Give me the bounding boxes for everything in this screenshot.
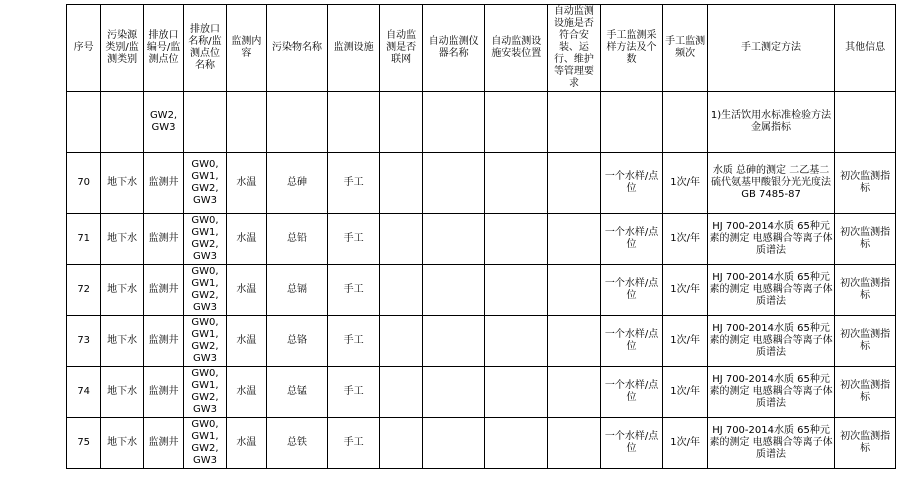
cell-auto-network[interactable] xyxy=(380,265,422,316)
cell-auto-network[interactable] xyxy=(380,214,422,265)
cell-sample-method[interactable]: 一个水样/点位 xyxy=(600,153,663,214)
cell-outlet-no[interactable]: GW2, GW3 xyxy=(143,92,183,153)
cell-frequency[interactable]: 1次/年 xyxy=(663,418,707,469)
cell-measure-method[interactable]: 水质 总砷的测定 二乙基二硫代氨基甲酸银分光光度法 GB 7485-87 xyxy=(707,153,834,214)
header-auto-device: 自动监测仪器名称 xyxy=(422,5,485,92)
cell-auto-requirement[interactable] xyxy=(548,316,601,367)
header-measure-method: 手工测定方法 xyxy=(707,5,834,92)
cell-auto-position[interactable] xyxy=(485,367,548,418)
cell-auto-device[interactable] xyxy=(422,316,485,367)
cell-auto-requirement[interactable] xyxy=(548,265,601,316)
header-frequency: 手工监测频次 xyxy=(663,5,707,92)
cell-pollutant[interactable]: 总铁 xyxy=(267,418,328,469)
cell-sample-method[interactable] xyxy=(600,92,663,153)
cell-source-type[interactable]: 地下水 xyxy=(101,418,143,469)
header-facility: 监测设施 xyxy=(327,5,380,92)
cell-outlet-name[interactable]: GW0, GW1, GW2, GW3 xyxy=(184,265,226,316)
cell-auto-device[interactable] xyxy=(422,418,485,469)
cell-pollutant[interactable]: 总镉 xyxy=(267,265,328,316)
cell-outlet-name[interactable]: GW0, GW1, GW2, GW3 xyxy=(184,316,226,367)
cell-content[interactable]: 水温 xyxy=(226,153,266,214)
cell-auto-network[interactable] xyxy=(380,367,422,418)
cell-pollutant[interactable]: 总锰 xyxy=(267,367,328,418)
cell-pollutant[interactable]: 总铬 xyxy=(267,316,328,367)
header-source-type: 污染源类别/监测类别 xyxy=(101,5,143,92)
cell-seq[interactable]: 72 xyxy=(67,265,101,316)
cell-other[interactable]: 初次监测指标 xyxy=(835,265,896,316)
cell-frequency[interactable]: 1次/年 xyxy=(663,153,707,214)
cell-auto-requirement[interactable] xyxy=(548,418,601,469)
cell-frequency[interactable]: 1次/年 xyxy=(663,316,707,367)
cell-outlet-name[interactable]: GW0, GW1, GW2, GW3 xyxy=(184,153,226,214)
cell-content[interactable]: 水温 xyxy=(226,316,266,367)
header-auto-requirement: 自动监测设施是否符合安装、运行、维护等管理要求 xyxy=(548,5,601,92)
cell-outlet-no[interactable]: 监测井 xyxy=(143,316,183,367)
cell-frequency[interactable]: 1次/年 xyxy=(663,265,707,316)
cell-frequency[interactable]: 1次/年 xyxy=(663,214,707,265)
cell-other[interactable]: 初次监测指标 xyxy=(835,316,896,367)
cell-seq[interactable]: 71 xyxy=(67,214,101,265)
cell-auto-network[interactable] xyxy=(380,92,422,153)
table-row xyxy=(67,418,896,469)
cell-pollutant[interactable]: 总砷 xyxy=(267,153,328,214)
cell-other[interactable]: 初次监测指标 xyxy=(835,153,896,214)
cell-auto-position[interactable] xyxy=(485,214,548,265)
cell-facility[interactable] xyxy=(327,92,380,153)
table-row xyxy=(67,367,896,418)
cell-seq[interactable]: 73 xyxy=(67,316,101,367)
cell-source-type[interactable]: 地下水 xyxy=(101,316,143,367)
cell-outlet-no[interactable]: 监测井 xyxy=(143,214,183,265)
cell-auto-requirement[interactable] xyxy=(548,214,601,265)
header-content: 监测内容 xyxy=(226,5,266,92)
cell-outlet-name[interactable]: GW0, GW1, GW2, GW3 xyxy=(184,418,226,469)
cell-facility[interactable]: 手工 xyxy=(327,418,380,469)
cell-outlet-no[interactable]: 监测井 xyxy=(143,418,183,469)
header-outlet-no: 排放口编号/监测点位 xyxy=(143,5,183,92)
cell-source-type[interactable]: 地下水 xyxy=(101,265,143,316)
cell-seq[interactable]: 75 xyxy=(67,418,101,469)
cell-other[interactable] xyxy=(835,92,896,153)
cell-measure-method[interactable]: 1)生活饮用水标准检验方法 金属指标 xyxy=(707,92,834,153)
cell-facility[interactable]: 手工 xyxy=(327,214,380,265)
cell-content[interactable]: 水温 xyxy=(226,418,266,469)
table-header-row xyxy=(67,5,896,92)
cell-measure-method[interactable]: HJ 700-2014水质 65种元素的测定 电感耦合等离子体质谱法 xyxy=(707,214,834,265)
cell-auto-device[interactable] xyxy=(422,214,485,265)
cell-content[interactable] xyxy=(226,92,266,153)
header-pollutant: 污染物名称 xyxy=(267,5,328,92)
table-row xyxy=(67,92,896,153)
cell-outlet-name[interactable] xyxy=(184,92,226,153)
cell-facility[interactable]: 手工 xyxy=(327,265,380,316)
cell-outlet-name[interactable]: GW0, GW1, GW2, GW3 xyxy=(184,367,226,418)
cell-auto-position[interactable] xyxy=(485,316,548,367)
cell-facility[interactable]: 手工 xyxy=(327,367,380,418)
cell-sample-method[interactable]: 一个水样/点位 xyxy=(600,316,663,367)
cell-outlet-no[interactable]: 监测井 xyxy=(143,153,183,214)
cell-frequency[interactable]: 1次/年 xyxy=(663,367,707,418)
header-sample-method: 手工监测采样方法及个数 xyxy=(600,5,663,92)
cell-measure-method[interactable]: HJ 700-2014水质 65种元素的测定 电感耦合等离子体质谱法 xyxy=(707,418,834,469)
cell-outlet-no[interactable]: 监测井 xyxy=(143,367,183,418)
cell-frequency[interactable] xyxy=(663,92,707,153)
table-row xyxy=(67,316,896,367)
cell-sample-method[interactable]: 一个水样/点位 xyxy=(600,367,663,418)
table-row xyxy=(67,153,896,214)
cell-outlet-name[interactable]: GW0, GW1, GW2, GW3 xyxy=(184,214,226,265)
cell-auto-network[interactable] xyxy=(380,316,422,367)
header-auto-position: 自动监测设施安装位置 xyxy=(485,5,548,92)
cell-source-type[interactable]: 地下水 xyxy=(101,367,143,418)
cell-content[interactable]: 水温 xyxy=(226,265,266,316)
cell-auto-requirement[interactable] xyxy=(548,367,601,418)
table-row xyxy=(67,214,896,265)
header-other: 其他信息 xyxy=(835,5,896,92)
cell-sample-method[interactable]: 一个水样/点位 xyxy=(600,214,663,265)
cell-auto-network[interactable] xyxy=(380,418,422,469)
cell-auto-device[interactable] xyxy=(422,367,485,418)
cell-source-type[interactable] xyxy=(101,92,143,153)
cell-source-type[interactable]: 地下水 xyxy=(101,153,143,214)
cell-auto-device[interactable] xyxy=(422,153,485,214)
cell-auto-position[interactable] xyxy=(485,153,548,214)
cell-source-type[interactable]: 地下水 xyxy=(101,214,143,265)
monitoring-table xyxy=(66,4,896,469)
cell-sample-method[interactable]: 一个水样/点位 xyxy=(600,265,663,316)
header-outlet-name: 排放口名称/监测点位名称 xyxy=(184,5,226,92)
cell-content[interactable]: 水温 xyxy=(226,367,266,418)
cell-auto-device[interactable] xyxy=(422,265,485,316)
cell-other[interactable]: 初次监测指标 xyxy=(835,418,896,469)
header-auto-network: 自动监测是否联网 xyxy=(380,5,422,92)
header-seq: 序号 xyxy=(67,5,101,92)
cell-seq[interactable]: 70 xyxy=(67,153,101,214)
table-row xyxy=(67,265,896,316)
cell-auto-position[interactable] xyxy=(485,418,548,469)
cell-other[interactable]: 初次监测指标 xyxy=(835,367,896,418)
cell-seq[interactable]: 74 xyxy=(67,367,101,418)
cell-other[interactable]: 初次监测指标 xyxy=(835,214,896,265)
cell-measure-method[interactable]: HJ 700-2014水质 65种元素的测定 电感耦合等离子体质谱法 xyxy=(707,316,834,367)
cell-seq[interactable] xyxy=(67,92,101,153)
cell-auto-device[interactable] xyxy=(422,92,485,153)
cell-auto-network[interactable] xyxy=(380,153,422,214)
cell-auto-position[interactable] xyxy=(485,92,548,153)
table-body xyxy=(67,92,896,469)
cell-sample-method[interactable]: 一个水样/点位 xyxy=(600,418,663,469)
cell-auto-position[interactable] xyxy=(485,265,548,316)
cell-facility[interactable]: 手工 xyxy=(327,316,380,367)
cell-outlet-no[interactable]: 监测井 xyxy=(143,265,183,316)
cell-measure-method[interactable]: HJ 700-2014水质 65种元素的测定 电感耦合等离子体质谱法 xyxy=(707,367,834,418)
cell-facility[interactable]: 手工 xyxy=(327,153,380,214)
cell-content[interactable]: 水温 xyxy=(226,214,266,265)
cell-auto-requirement[interactable] xyxy=(548,153,601,214)
cell-auto-requirement[interactable] xyxy=(548,92,601,153)
cell-pollutant[interactable] xyxy=(267,92,328,153)
cell-measure-method[interactable]: HJ 700-2014水质 65种元素的测定 电感耦合等离子体质谱法 xyxy=(707,265,834,316)
cell-pollutant[interactable]: 总铅 xyxy=(267,214,328,265)
